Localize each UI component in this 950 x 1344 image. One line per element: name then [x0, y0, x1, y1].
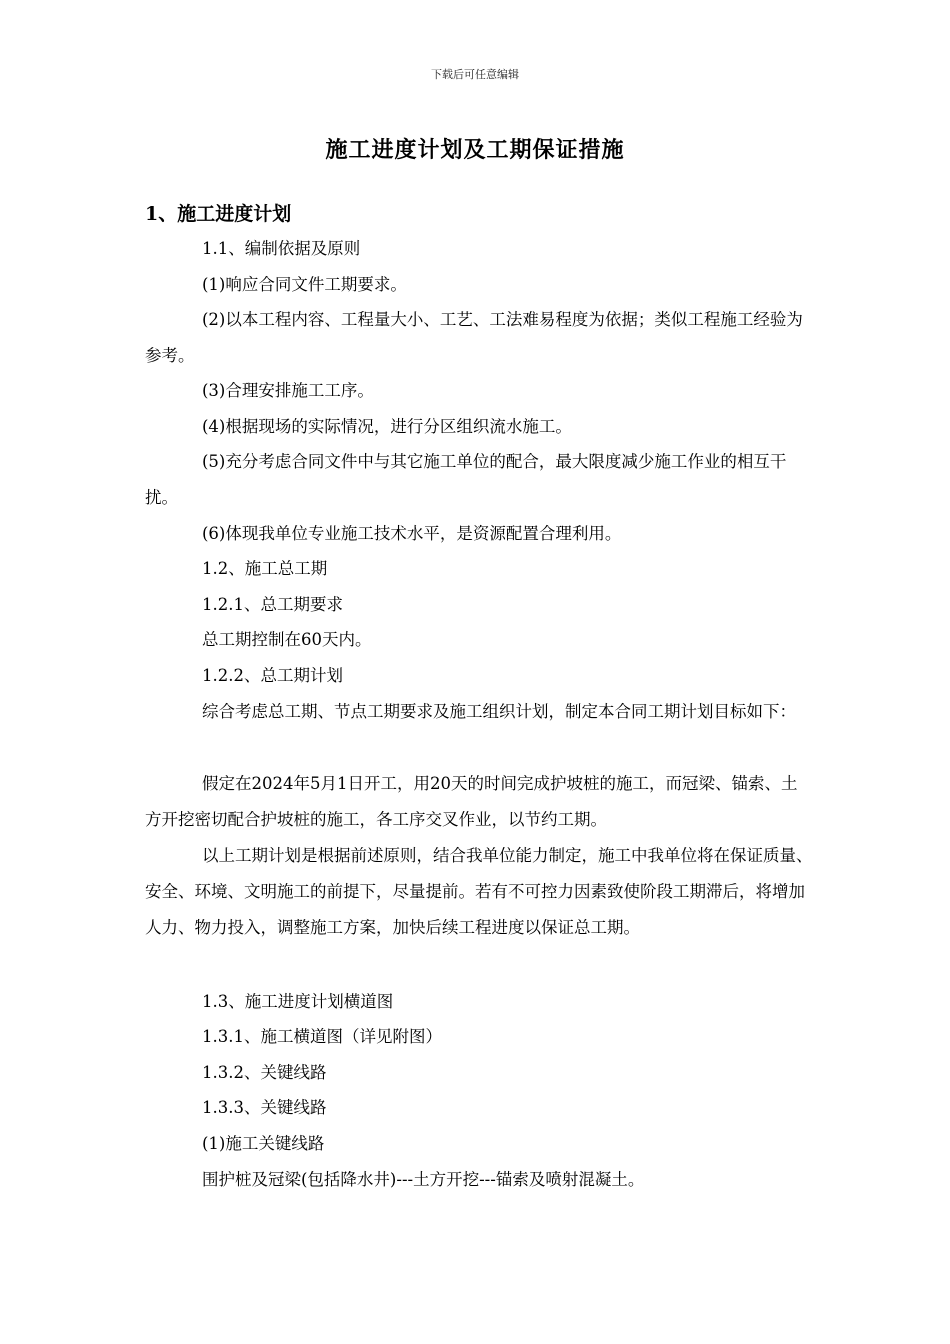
paragraph: (2)以本工程内容、工程量大小、工艺、工法难易程度为依据；类似工程施工经验为参考。 [145, 310, 803, 365]
paragraph: 以上工期计划是根据前述原则，结合我单位能力制定，施工中我单位将在保证质量、安全、环境、文明施工的前提下，尽量提前。若有不可控力因素致使阶段工期滞后，将增加人力、物力投入，调整施工方案，加快后续工程进度以保证总工期。 [145, 846, 813, 937]
paragraph: (1)施工关键线路 [202, 1134, 325, 1153]
paragraph: (3)合理安排施工工序。 [202, 381, 374, 400]
paragraph: (6)体现我单位专业施工技术水平，是资源配置合理利用。 [202, 524, 622, 543]
paragraph: (1)响应合同文件工期要求。 [202, 275, 407, 294]
paragraph: 1.3.3、关键线路 [202, 1098, 327, 1117]
paragraph: 1.1、编制依据及原则 [202, 239, 361, 258]
paragraph: 1.3.1、施工横道图（详见附图） [202, 1027, 442, 1046]
document-title: 施工进度计划及工期保证措施 [325, 137, 625, 163]
section-heading: 1、施工进度计划 [145, 203, 292, 225]
paragraph: 总工期控制在60天内。 [202, 630, 372, 649]
paragraph: 1.2.1、总工期要求 [202, 595, 343, 614]
paragraph: 1.3.2、关键线路 [202, 1063, 327, 1082]
paragraph: 综合考虑总工期、节点工期要求及施工组织计划，制定本合同工期计划目标如下： [202, 702, 796, 721]
paragraph: (4)根据现场的实际情况，进行分区组织流水施工。 [202, 417, 572, 436]
header-note: 下载后可任意编辑 [431, 68, 519, 81]
paragraph: 1.2.2、总工期计划 [202, 666, 343, 685]
paragraph: 1.3、施工进度计划横道图 [202, 992, 394, 1011]
paragraph: 1.2、施工总工期 [202, 559, 328, 578]
paragraph: 假定在2024年5月1日开工，用20天的时间完成护坡桩的施工，而冠梁、锚索、土方开挖密切配合护坡桩的施工，各工序交叉作业，以节约工期。 [145, 774, 798, 829]
paragraph: 围护桩及冠梁(包括降水井)---土方开挖---锚索及喷射混凝土。 [202, 1170, 645, 1189]
paragraph: (5)充分考虑合同文件中与其它施工单位的配合，最大限度减少施工作业的相互干扰。 [145, 452, 787, 507]
